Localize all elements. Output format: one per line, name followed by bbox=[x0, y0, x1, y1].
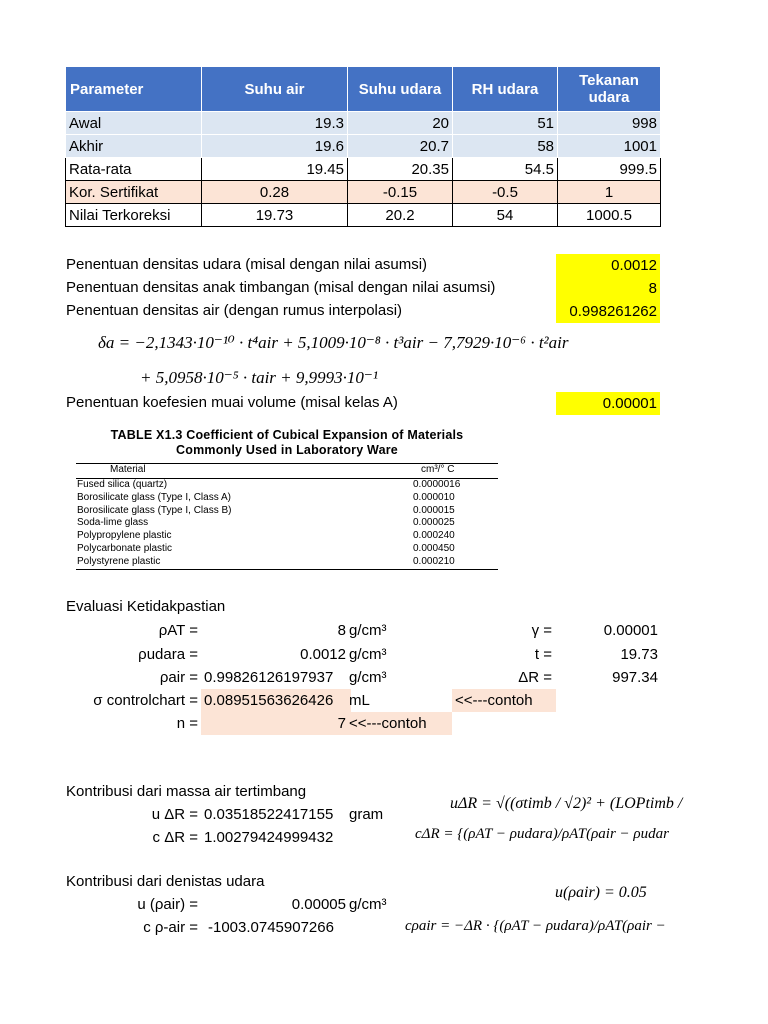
header-suhu-air: Suhu air bbox=[202, 67, 348, 112]
sigma-value[interactable]: 0.08951563626426 bbox=[201, 689, 351, 712]
koef-value[interactable]: 0.00001 bbox=[556, 392, 660, 415]
material-table-title-line2: Commonly Used in Laboratory Ware bbox=[176, 443, 398, 457]
table-row bbox=[66, 204, 661, 227]
material-value: 0.000210 bbox=[413, 555, 455, 567]
u-rho-air-formula: u(ρair) = 0.05 bbox=[555, 884, 647, 901]
density-formula-line2: + 5,0958·10⁻⁵ · tair + 9,9993·10⁻¹ bbox=[140, 368, 378, 387]
material-col-header: Material bbox=[110, 464, 146, 475]
t-label: t = bbox=[534, 646, 552, 663]
material-name: Fused silica (quartz) bbox=[77, 479, 168, 490]
n-note: <<---contoh bbox=[349, 715, 427, 732]
list-item bbox=[76, 517, 498, 530]
density-formula-line1: δa = −2,1343·10⁻¹⁰ · t⁴air + 5,1009·10⁻⁸ · t³air − 7,7929·10⁻⁶ · t²air bbox=[98, 333, 569, 352]
cell[interactable]: -0.5 bbox=[453, 181, 558, 204]
material-table bbox=[76, 428, 498, 570]
cell[interactable]: 20.7 bbox=[348, 135, 453, 158]
table-header-row bbox=[66, 67, 661, 112]
material-name: Polycarbonate plastic bbox=[77, 542, 173, 554]
material-value: 0.000015 bbox=[413, 504, 455, 516]
material-table-header bbox=[76, 463, 498, 479]
koef-label: Penentuan koefesien muai volume (misal kelas A) bbox=[66, 394, 398, 411]
rho-air-unit: g/cm³ bbox=[349, 669, 387, 686]
header-parameter: Parameter bbox=[66, 67, 202, 112]
material-name: Soda-lime glass bbox=[77, 517, 149, 529]
rho-air-value[interactable]: 0.99826126197937 bbox=[204, 669, 334, 686]
material-value: 0.000240 bbox=[413, 530, 455, 542]
row-label-rata-rata[interactable]: Rata-rata bbox=[66, 158, 202, 181]
cell[interactable]: 0.28 bbox=[202, 181, 348, 204]
rho-udara-value[interactable]: 0.0012 bbox=[300, 646, 346, 663]
header-tekanan-line1: Tekanan bbox=[579, 72, 639, 89]
u-delta-r-value[interactable]: 0.03518522417155 bbox=[204, 806, 334, 823]
material-name: Borosilicate glass (Type I, Class B) bbox=[77, 504, 232, 516]
rho-air-label: ρair = bbox=[159, 669, 198, 686]
kontribusi-massa-title: Kontribusi dari massa air tertimbang bbox=[66, 783, 307, 800]
kontribusi-udara-title: Kontribusi dari denistas udara bbox=[66, 873, 265, 890]
u-delta-r-formula: uΔR = √((σtimb / √2)² + (LOPtimb / bbox=[450, 795, 683, 812]
gamma-label: γ = bbox=[531, 622, 552, 639]
list-item bbox=[76, 492, 498, 505]
cell[interactable]: 999.5 bbox=[558, 158, 661, 181]
rho-at-value[interactable]: 8 bbox=[337, 622, 346, 639]
cell[interactable]: 19.45 bbox=[202, 158, 348, 181]
cell[interactable]: 998 bbox=[558, 112, 661, 135]
material-table-title-line1: TABLE X1.3 Coefficient of Cubical Expansion of Materials bbox=[110, 428, 464, 442]
material-value: 0.000010 bbox=[413, 491, 455, 503]
u-delta-r-unit: gram bbox=[349, 806, 384, 823]
sigma-note: <<---contoh bbox=[452, 689, 556, 712]
cell[interactable]: 19.6 bbox=[202, 135, 348, 158]
list-item bbox=[76, 530, 498, 543]
material-value: 0.000450 bbox=[413, 542, 455, 554]
u-rho-air-value[interactable]: 0.00005 bbox=[291, 896, 346, 913]
t-value[interactable]: 19.73 bbox=[620, 646, 658, 663]
rho-at-unit: g/cm³ bbox=[349, 622, 387, 639]
cell[interactable]: 51 bbox=[453, 112, 558, 135]
u-rho-air-label: u (ρair) = bbox=[137, 896, 198, 913]
density-udara-value[interactable]: 0.0012 bbox=[556, 254, 660, 277]
cell[interactable]: 20 bbox=[348, 112, 453, 135]
material-value: 0.0000016 bbox=[413, 479, 461, 490]
material-name: Polypropylene plastic bbox=[77, 530, 172, 542]
header-tekanan-udara bbox=[558, 67, 661, 112]
u-delta-r-label: u ΔR = bbox=[151, 806, 198, 823]
unit-col-header: cm³/° C bbox=[421, 464, 455, 475]
density-air-value[interactable]: 0.998261262 bbox=[556, 300, 660, 323]
list-item bbox=[76, 479, 498, 492]
c-delta-r-formula: cΔR = {(ρAT − ρudara)/ρAT(ρair − ρudar bbox=[415, 826, 669, 842]
cell[interactable]: 20.35 bbox=[348, 158, 453, 181]
cell[interactable]: 1000.5 bbox=[558, 204, 661, 227]
massa-formula-clip bbox=[415, 790, 683, 856]
c-rho-air-formula: cρair = −ΔR · {(ρAT − ρudara)/ρAT(ρair − bbox=[405, 918, 666, 934]
table-row bbox=[66, 181, 661, 204]
density-air-label: Penentuan densitas air (dengan rumus interpolasi) bbox=[66, 302, 403, 319]
cell[interactable]: 1 bbox=[558, 181, 661, 204]
c-rho-air-label: c ρ-air = bbox=[143, 919, 198, 936]
density-anak-timbangan-value[interactable]: 8 bbox=[556, 277, 660, 300]
header-tekanan-line2: udara bbox=[588, 89, 630, 106]
row-label-awal[interactable]: Awal bbox=[66, 112, 202, 135]
gamma-value[interactable]: 0.00001 bbox=[603, 622, 658, 639]
row-label-akhir[interactable]: Akhir bbox=[66, 135, 202, 158]
material-value: 0.000025 bbox=[413, 517, 455, 529]
header-rh-udara: RH udara bbox=[453, 67, 558, 112]
density-anak-timbangan-label: Penentuan densitas anak timbangan (misal dengan nilai asumsi) bbox=[66, 279, 496, 296]
n-label: n = bbox=[176, 715, 198, 732]
table-row bbox=[66, 112, 661, 135]
cell[interactable]: 54 bbox=[453, 204, 558, 227]
c-rho-air-value[interactable]: -1003.0745907266 bbox=[208, 919, 334, 936]
c-delta-r-value[interactable]: 1.00279424999432 bbox=[204, 829, 334, 846]
table-row bbox=[66, 135, 661, 158]
row-label-kor-sertifikat[interactable]: Kor. Sertifikat bbox=[66, 181, 202, 204]
list-item bbox=[76, 543, 498, 556]
evaluasi-title: Evaluasi Ketidakpastian bbox=[66, 598, 226, 615]
cell[interactable]: 19.3 bbox=[202, 112, 348, 135]
cell[interactable]: 1001 bbox=[558, 135, 661, 158]
cell[interactable]: 20.2 bbox=[348, 204, 453, 227]
sigma-unit: mL bbox=[349, 692, 370, 709]
cell[interactable]: 54.5 bbox=[453, 158, 558, 181]
rho-udara-label: ρudara = bbox=[138, 646, 198, 663]
table-row bbox=[66, 158, 661, 181]
rho-at-label: ρAT = bbox=[158, 622, 198, 639]
parameter-table bbox=[65, 66, 661, 227]
cell[interactable]: 19.73 bbox=[202, 204, 348, 227]
material-name: Borosilicate glass (Type I, Class A) bbox=[77, 491, 231, 503]
material-name: Polystyrene plastic bbox=[77, 555, 161, 567]
list-item bbox=[76, 556, 498, 570]
list-item bbox=[76, 505, 498, 518]
c-delta-r-label: c ΔR = bbox=[152, 829, 198, 846]
rho-udara-unit: g/cm³ bbox=[349, 646, 387, 663]
row-label-nilai-terkoreksi[interactable]: Nilai Terkoreksi bbox=[66, 204, 202, 227]
n-value[interactable]: 7 bbox=[337, 715, 346, 732]
udara-formula-clip bbox=[400, 880, 666, 950]
cell[interactable]: -0.15 bbox=[348, 181, 453, 204]
sigma-label: σ controlchart = bbox=[93, 692, 198, 709]
cell[interactable]: 58 bbox=[453, 135, 558, 158]
density-udara-label: Penentuan densitas udara (misal dengan nilai asumsi) bbox=[66, 256, 428, 273]
delta-r-value[interactable]: 997.34 bbox=[612, 669, 658, 686]
delta-r-label: ΔR = bbox=[518, 669, 552, 686]
header-suhu-udara: Suhu udara bbox=[348, 67, 453, 112]
u-rho-air-unit: g/cm³ bbox=[349, 896, 387, 913]
